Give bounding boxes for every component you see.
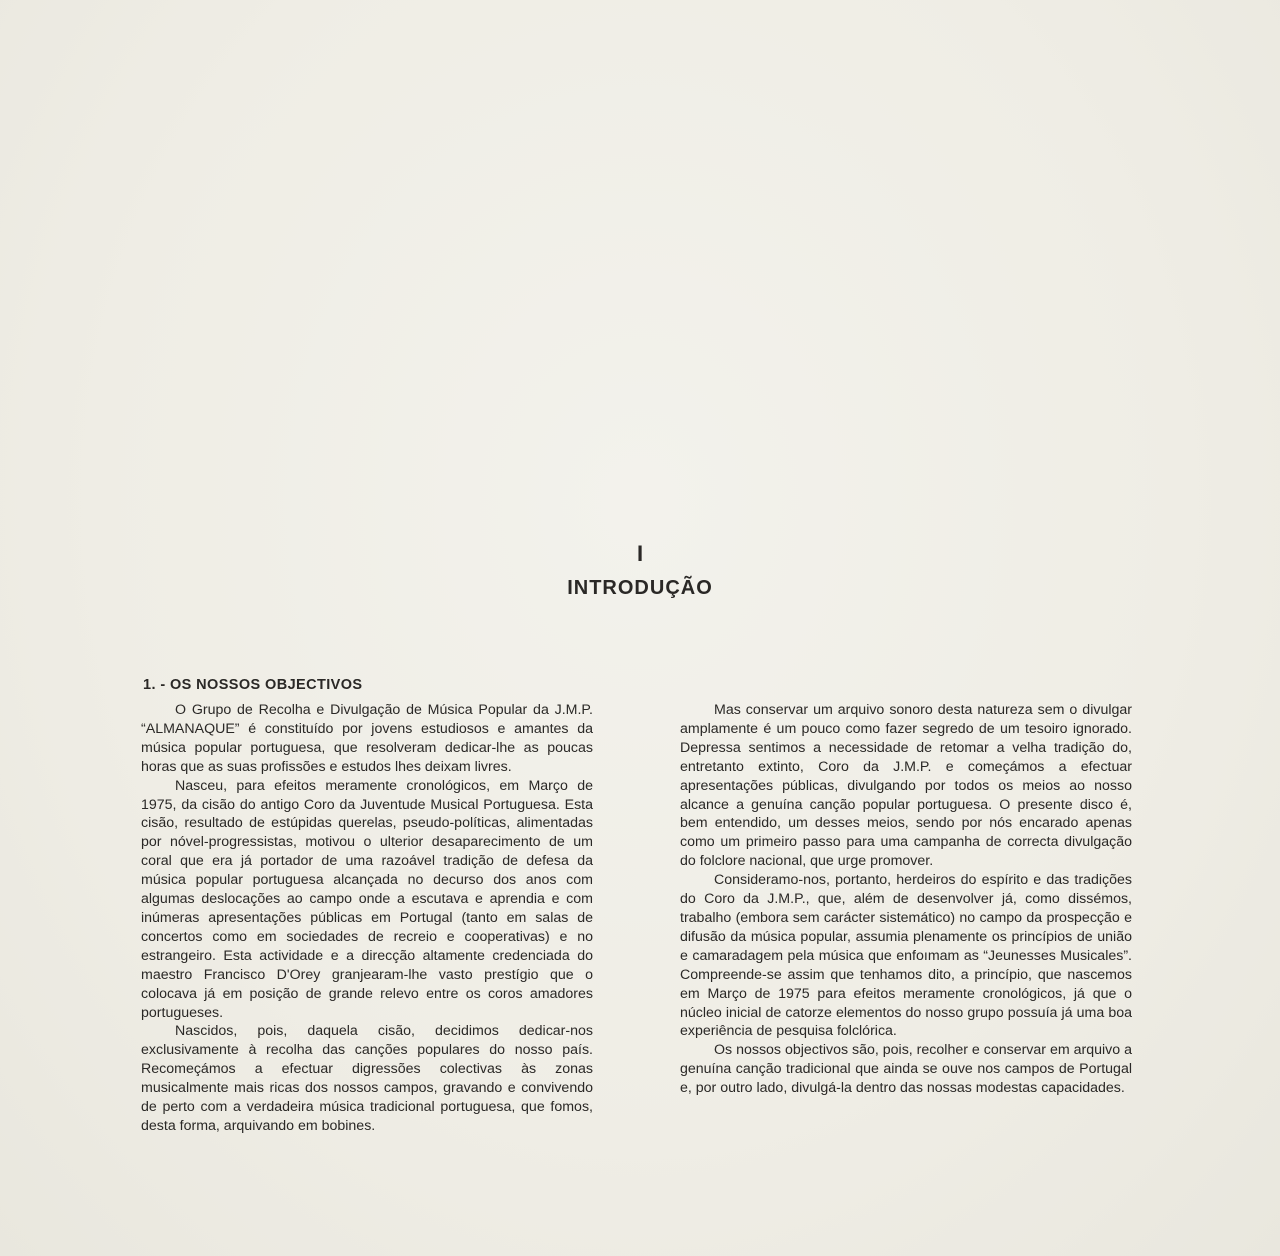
paragraph: Nasceu, para efeitos meramente cronológicos, em Março de 1975, da cisão do antigo Coro da Juventude Musical Portuguesa. Esta cisão, resultado de estúpidas querelas, pseudo-políticas, alimentadas por nóvel-progressistas, motivou o ulterior desaparecimento de um coral que era já portador de uma razoável tradição de defesa da música popular portuguesa alcançada no decurso dos anos com algumas deslocações ao campo onde a escutava e aprendia e com inúmeras apresentações públicas em Portugal (tanto em salas de concertos como em sociedades de recreio e cooperativas) e no estrangeiro. Esta actividade e a direcção altamente credenciada do maestro Francisco D'Orey granjearam-lhe vasto prestígio que o colocava já em posição de grande relevo entre os coros amadores portugueses.: [141, 777, 593, 1021]
paragraph: Os nossos objectivos são, pois, recolher e conservar em arquivo a genuína canção tradicional que ainda se ouve nos campos de Portugal e, por outro lado, divulgá-la dentro das nossas modestas capacidades.: [680, 1042, 1132, 1097]
chapter-title: INTRODUÇÃO: [567, 577, 713, 599]
paragraph: Nascidos, pois, daquela cisão, decidimos dedicar-nos exclusivamente à recolha das canções populares do nosso país. Recomeçámos a efectuar digressões colectivas às zonas musicalmente mais ricas dos nossos campos, gravando e convivendo de perto com a verdadeira música tradicional portuguesa, que fomos, desta forma, arquivando em bobines.: [141, 1023, 593, 1134]
paragraph: Mas conservar um arquivo sonoro desta natureza sem o divulgar amplamente é um pouco como fazer segredo de um tesoiro ignorado. Depressa sentimos a necessidade de retomar a velha tradição do, entretanto extinto, Coro da J.M.P. e começámos a efectuar apresentações públicas, divulgando por todos os meios ao nosso alcance a genuína canção popular portuguesa. O presente disco é, bem entendido, um desses meios, sendo por nós encarado apenas como um primeiro passo para uma campanha de correcta divulgação do folclore nacional, que urge promover.: [680, 702, 1132, 870]
chapter-number: I: [636, 541, 644, 566]
paragraph: Consideramo-nos, portanto, herdeiros do espírito e das tradições do Coro da J.M.P., que, além de desenvolver já, como dissémos, trabalho (embora sem carácter sistemático) no campo da prospecção e difusão da música popular, assumia plenamente os princípios de união e camaradagem pela música que enfoımam as “Jeunesses Musicales”. Compreende-se assim que tenhamos dito, a princípio, que nascemos em Março de 1975 para efeitos meramente cronológicos, já que o núcleo inicial de catorze elementos do nosso grupo possuía já uma boa experiência de pesquisa folclórica.: [680, 872, 1132, 1040]
paragraph: O Grupo de Recolha e Divulgação de Música Popular da J.M.P. “ALMANAQUE” é constituído por jovens estudiosos e amantes da música popular portuguesa, que resolveram dedicar-lhe as poucas horas que as suas profissões e estudos lhes deixam livres.: [141, 702, 593, 775]
right-text-column: [680, 701, 1132, 1098]
section-heading: 1. - OS NOSSOS OBJECTIVOS: [143, 677, 363, 693]
left-text-column: [141, 701, 593, 1136]
